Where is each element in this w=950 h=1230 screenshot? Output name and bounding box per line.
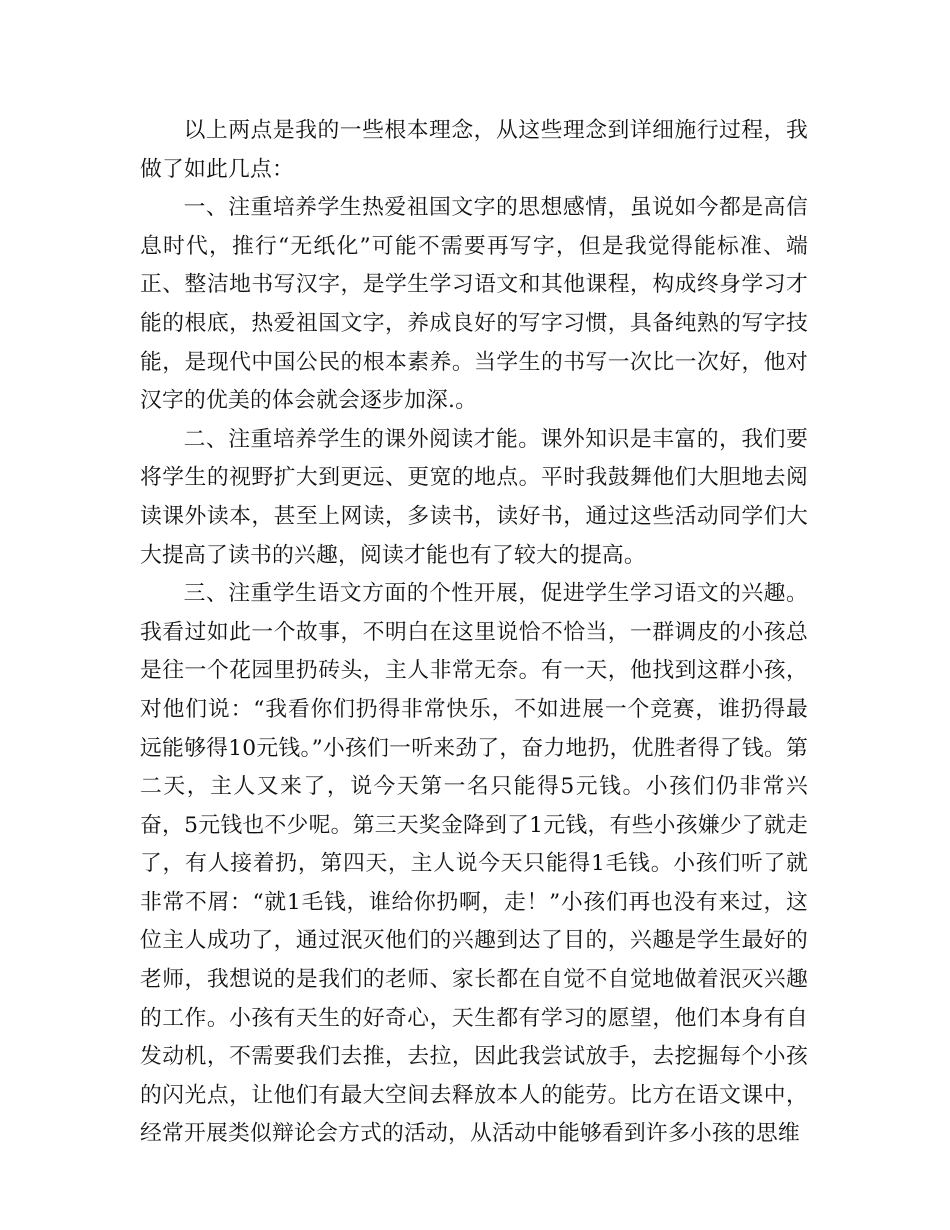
document-body (140, 112, 808, 1154)
paragraph-point-two: 二、注重培养学生的课外阅读才能。课外知识是丰富的，我们要将学生的视野扩大到更远、更宽的地点。平时我鼓舞他们大胆地去阅读课外读本，甚至上网读，多读书，读好书，通过这些活动同学们大大提高了读书的兴趣，阅读才能也有了较大的提高。 (140, 426, 808, 568)
paragraph-point-three: 三、注重学生语文方面的个性开展，促进学生学习语文的兴趣。我看过如此一个故事，不明白在这里说恰不恰当，一群调皮的小孩总是往一个花园里扔砖头，主人非常无奈。有一天，他找到这群小孩，对他们说：“我看你们扔得非常快乐，不如进展一个竞赛，谁扔得最远能够得10元钱。”小孩们一听来劲了，奋力地扔，优胜者得了钱。第二天，主人又来了，说今天第一名只能得5元钱。小孩们仍非常兴奋，5元钱也不少呢。第三天奖金降到了1元钱，有些小孩嫌少了就走了，有人接着扔，第四天，主人说今天只能得1毛钱。小孩们听了就非常不屑：“就1毛钱，谁给你扔啊，走！”小孩们再也没有来过，这位主人成功了，通过泯灭他们的兴趣到达了目的，兴趣是学生最好的老师，我想说的是我们的老师、家长都在自觉不自觉地做着泯灭兴趣的工作。小孩有天生的好奇心，天生都有学习的愿望，他们本身有自发动机，不需要我们去推，去拉，因此我尝试放手，去挖掘每个小孩的闪光点，让他们有最大空间去释放本人的能劳。比方在语文课中，经常开展类似辩论会方式的活动，从活动中能够看到许多小孩的思维 (140, 581, 808, 1147)
paragraph-intro: 以上两点是我的一些根本理念，从这些理念到详细施行过程，我做了如此几点： (140, 118, 808, 182)
paragraph-point-one: 一、注重培养学生热爱祖国文字的思想感情，虽说如今都是高信息时代，推行“无纸化”可能不需要再写字，但是我觉得能标准、端正、整洁地书写汉字，是学生学习语文和其他课程，构成终身学习才能的根底，热爱祖国文字，养成良好的写字习惯，具备纯熟的写字技能，是现代中国公民的根本素养。当学生的书写一次比一次好，他对汉字的优美的体会就会逐步加深.。 (140, 195, 808, 414)
